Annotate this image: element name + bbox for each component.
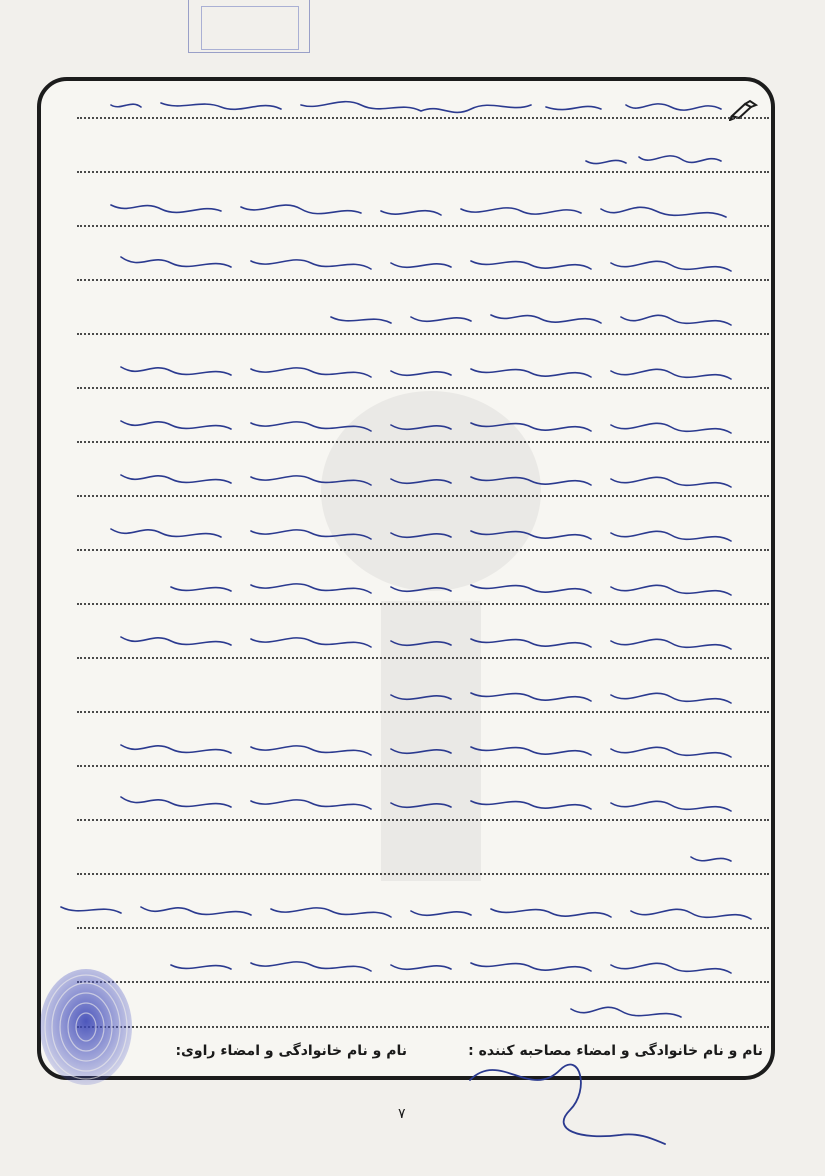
- interviewer-signature-label: نام و نام خانوادگی و امضاء مصاحبه کننده :: [468, 1043, 763, 1059]
- signature: [440, 1040, 680, 1150]
- narrator-signature-label: نام و نام خانوادگی و امضاء راوی:: [175, 1043, 407, 1059]
- interview-form: [37, 77, 775, 1080]
- archive-stamp: [188, 0, 310, 53]
- thumbprint: [34, 965, 138, 1095]
- page-number: ۷: [398, 1106, 406, 1122]
- handwritten-testimony: [41, 81, 779, 1084]
- archive-stamp-box: [201, 6, 299, 50]
